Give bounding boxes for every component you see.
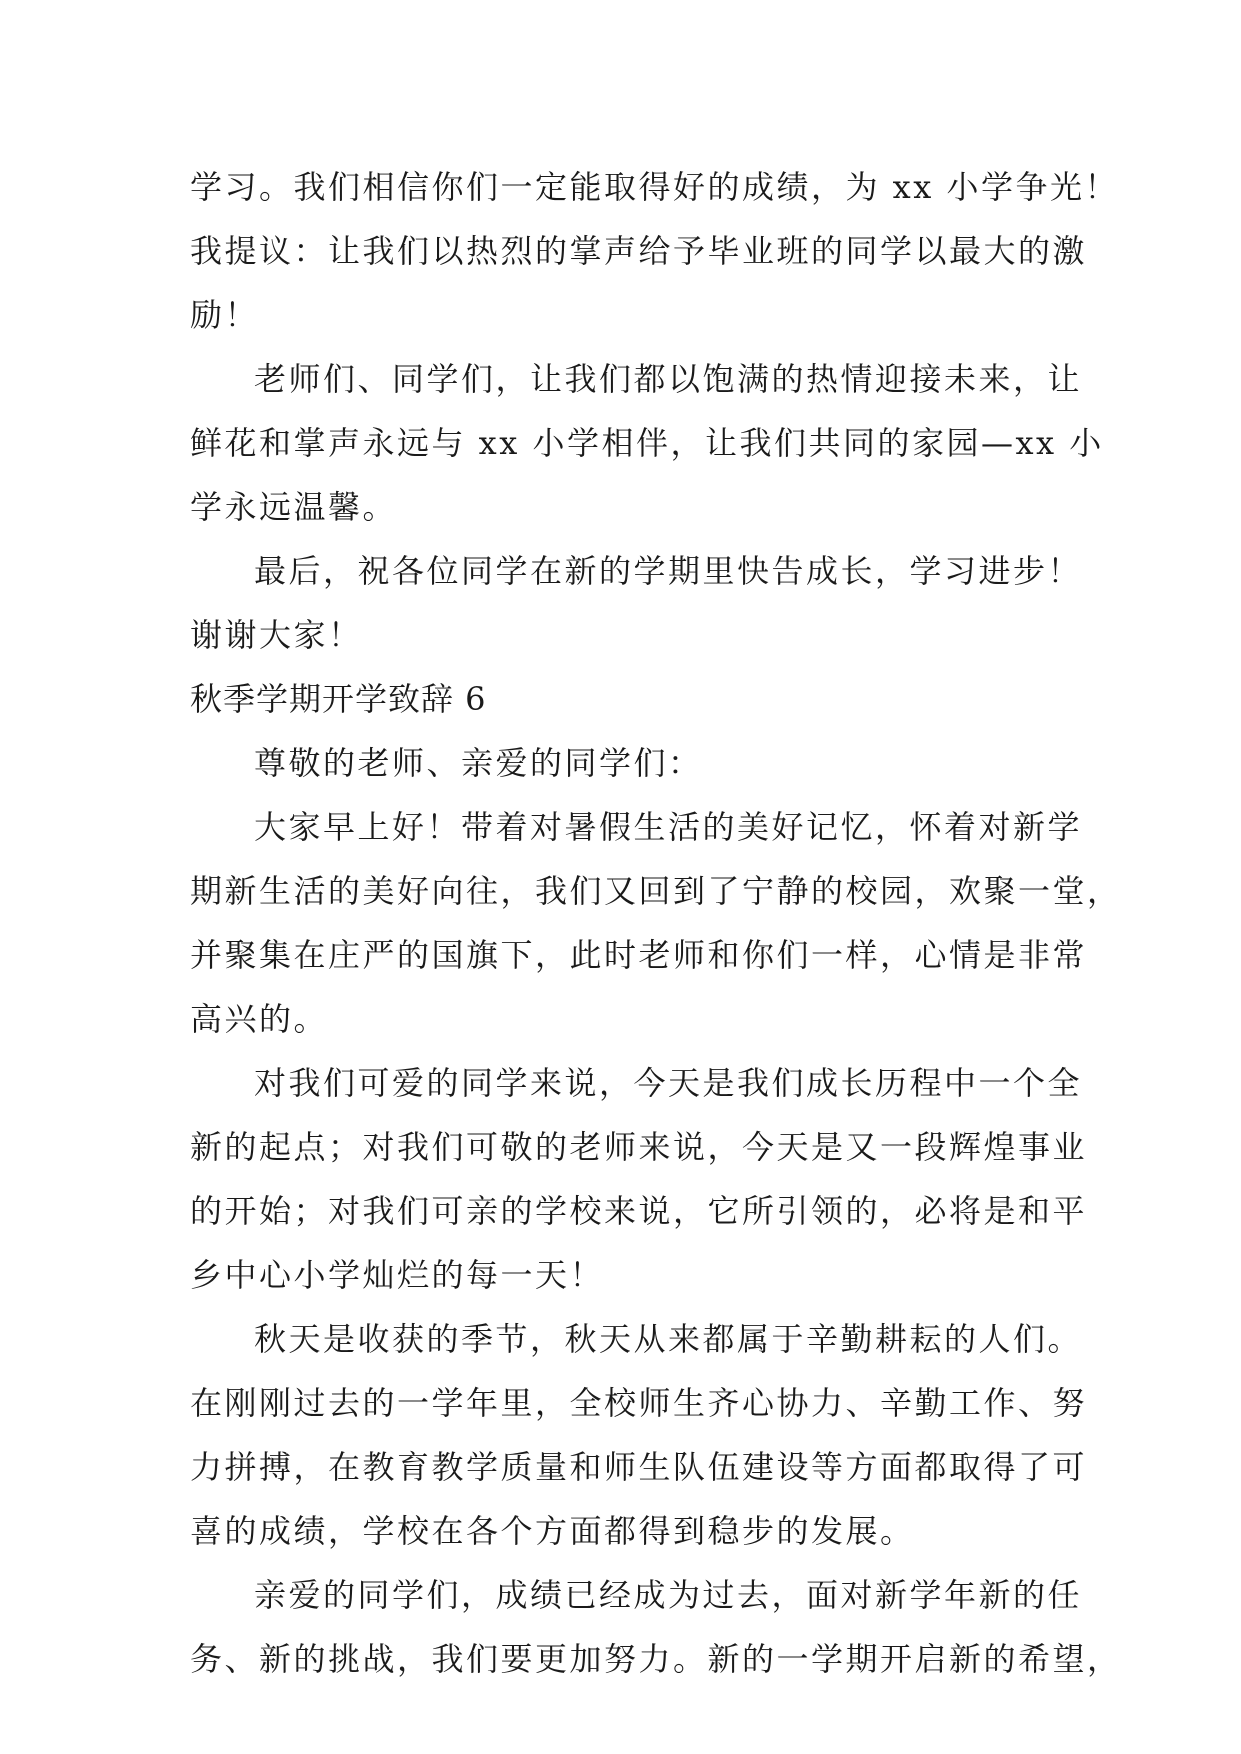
text-line: 学习。我们相信你们一定能取得好的成绩，为 xx 小学争光！ xyxy=(190,168,1119,206)
text-line: 并聚集在庄严的国旗下，此时老师和你们一样，心情是非常 xyxy=(190,936,1088,974)
text-line: 高兴的。 xyxy=(190,1000,329,1038)
paragraph-start-line: 老师们、同学们，让我们都以饱满的热情迎接未来，让 xyxy=(254,360,1083,398)
text-line: 学永远温馨。 xyxy=(190,488,398,526)
text-line: 的开始；对我们可亲的学校来说，它所引领的，必将是和平 xyxy=(190,1192,1088,1230)
text-line: 力拼搏，在教育教学质量和师生队伍建设等方面都取得了可 xyxy=(190,1448,1088,1486)
paragraph-start-line: 大家早上好！带着对暑假生活的美好记忆，怀着对新学 xyxy=(254,808,1083,846)
text-line: 新的起点；对我们可敬的老师来说，今天是又一段辉煌事业 xyxy=(190,1128,1088,1166)
text-line: 喜的成绩，学校在各个方面都得到稳步的发展。 xyxy=(190,1512,915,1550)
document-body xyxy=(190,155,1122,1691)
section-title: 秋季学期开学致辞 6 xyxy=(190,680,487,718)
text-line: 我提议：让我们以热烈的掌声给予毕业班的同学以最大的激 xyxy=(190,232,1088,270)
text-line: 励！ xyxy=(190,296,260,334)
text-line: 期新生活的美好向往，我们又回到了宁静的校园，欢聚一堂， xyxy=(190,872,1122,910)
paragraph-start-line: 秋天是收获的季节，秋天从来都属于辛勤耕耘的人们。 xyxy=(254,1320,1083,1358)
paragraph-start-line: 对我们可爱的同学来说，今天是我们成长历程中一个全 xyxy=(254,1064,1083,1102)
text-line: 务、新的挑战，我们要更加努力。新的一学期开启新的希望， xyxy=(190,1640,1122,1678)
text-line: 在刚刚过去的一学年里，全校师生齐心协力、辛勤工作、努 xyxy=(190,1384,1088,1422)
text-line: 鲜花和掌声永远与 xx 小学相伴，让我们共同的家园—xx 小 xyxy=(190,424,1104,462)
text-line: 谢谢大家！ xyxy=(190,616,363,654)
paragraph-start-line: 最后，祝各位同学在新的学期里快告成长，学习进步！ xyxy=(254,552,1083,590)
paragraph-start-line: 亲爱的同学们，成绩已经成为过去，面对新学年新的任 xyxy=(254,1576,1083,1614)
salutation-line: 尊敬的老师、亲爱的同学们： xyxy=(254,744,703,782)
text-line: 乡中心小学灿烂的每一天！ xyxy=(190,1256,605,1294)
